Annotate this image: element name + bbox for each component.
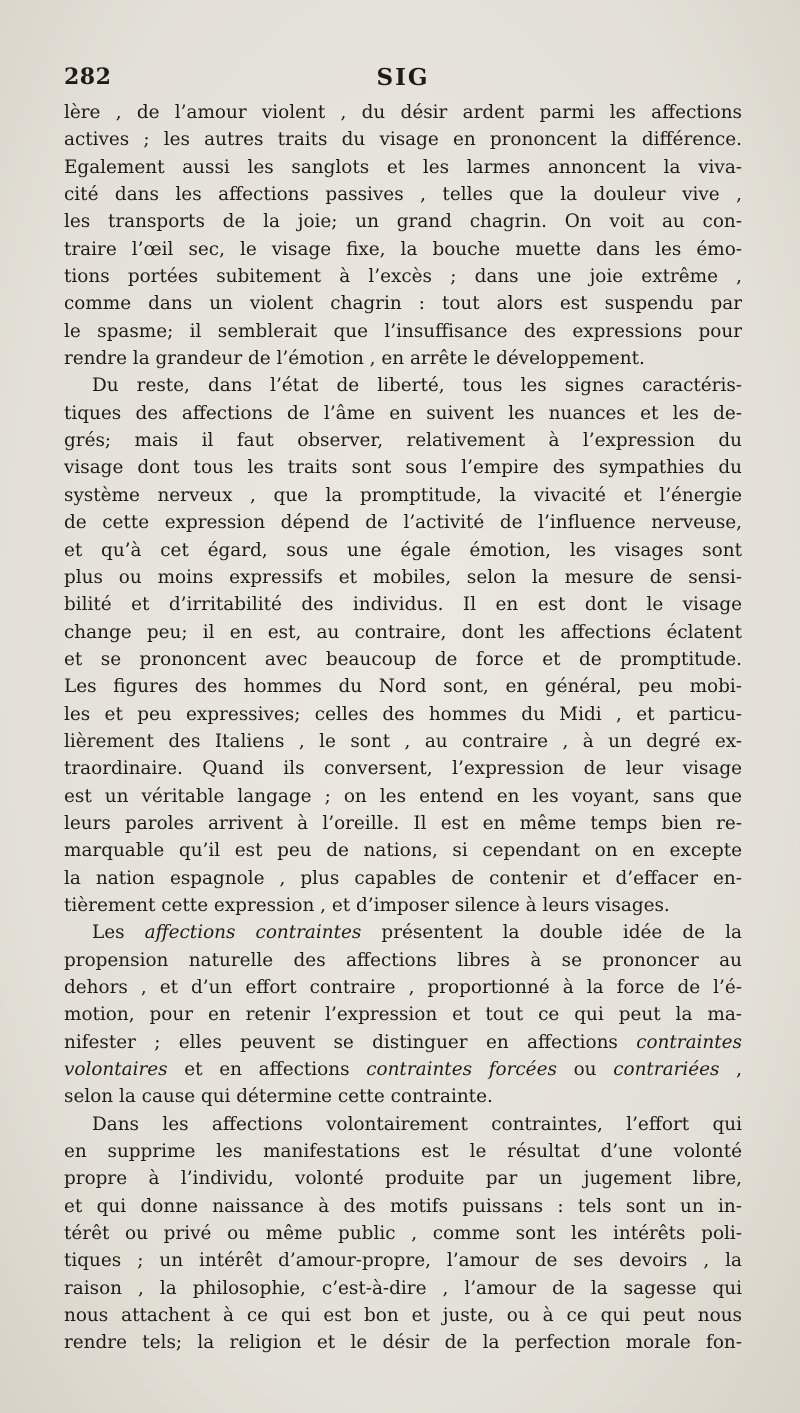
text-line: la nation espagnole , plus capables de contenir et d’effacer en- (64, 867, 742, 889)
text-line: motion, pour en retenir l’expression et tout ce qui peut la ma- (64, 1004, 742, 1026)
text-line (64, 1029, 742, 1056)
text-line: est un véritable langage ; on les entend en les voyant, sans que (64, 785, 742, 807)
text-line: tions portées subitement à l’excès ; dans une joie extrême , (64, 266, 742, 288)
text-run: nifester ; elles peuvent se distinguer en affections (64, 1031, 637, 1053)
text-line: traordinaire. Quand ils conversent, l’expression de leur visage (64, 758, 742, 780)
emphasized-term: volontaires (64, 1059, 168, 1081)
text-line: rendre la grandeur de l’émotion , en arrête le développement. (64, 348, 645, 370)
text-line: change peu; il en est, au contraire, dont les affections éclatent (64, 621, 742, 643)
text-line: actives ; les autres traits du visage en prononcent la différence. (64, 129, 742, 151)
text-line: système nerveux , que la promptitude, la vivacité et l’énergie (64, 484, 742, 506)
text-line: de cette expression dépend de l’activité de l’influence nerveuse, (64, 512, 742, 534)
page-number: 282 (64, 64, 112, 90)
text-line: lère , de l’amour violent , du désir ardent parmi les affections (64, 102, 742, 123)
text-line: selon la cause qui détermine cette contrainte. (64, 1086, 493, 1108)
paragraph-start-line: Dans les affections volontairement contraintes, l’effort qui (92, 1113, 742, 1135)
text-line: bilité et d’irritabilité des individus. Il en est dont le visage (64, 594, 742, 616)
paragraph-start-line (64, 919, 742, 946)
text-line: propre à l’individu, volonté produite par un jugement libre, (64, 1168, 742, 1190)
text-line: leurs paroles arrivent à l’oreille. Il est en même temps bien re- (64, 812, 742, 834)
text-run: ou (556, 1059, 614, 1081)
text-line: nous attachent à ce qui est bon et juste, ou à ce qui peut nous (64, 1305, 742, 1327)
text-line: rendre tels; la religion et le désir de la perfection morale fon- (64, 1332, 742, 1354)
text-line: tiques des affections de l’âme en suivent les nuances et les de- (64, 402, 742, 424)
text-line: Les figures des hommes du Nord sont, en général, peu mobi- (64, 676, 742, 698)
text-line: propension naturelle des affections libres à se prononcer au (64, 949, 742, 971)
text-line: cité dans les affections passives , telles que la douleur vive , (64, 184, 742, 206)
running-head: SIG (376, 64, 430, 91)
emphasized-term: affections contraintes (144, 922, 362, 944)
text-line: grés; mais il faut observer, relativement à l’expression du (64, 430, 742, 452)
emphasized-term: contraintes (636, 1031, 742, 1053)
page-header (64, 64, 742, 98)
text-line: traire l’œil sec, le visage fixe, la bouche muette dans les émo- (64, 238, 742, 260)
text-line: en supprime les manifestations est le résultat d’une volonté (64, 1141, 742, 1163)
paragraph-start-line: Du reste, dans l’état de liberté, tous les signes caractéris- (92, 375, 742, 397)
body-text (64, 99, 742, 1357)
text-line: le spasme; il semblerait que l’insuffisance des expressions pour (64, 320, 742, 342)
text-line: Egalement aussi les sanglots et les larmes annoncent la viva- (64, 156, 742, 178)
text-run: , (719, 1059, 742, 1081)
text-line: et qu’à cet égard, sous une égale émotion, les visages sont (64, 539, 742, 561)
text-line: raison , la philosophie, c’est-à-dire , l’amour de la sagesse qui (64, 1277, 742, 1299)
text-line: comme dans un violent chagrin : tout alors est suspendu par (64, 293, 742, 315)
text-line: et qui donne naissance à des motifs puissans : tels sont un in- (64, 1195, 742, 1217)
text-line: visage dont tous les traits sont sous l’empire des sympathies du (64, 457, 742, 479)
text-line: tiques ; un intérêt d’amour-propre, l’amour de ses devoirs , la (64, 1250, 742, 1272)
text-line: et se prononcent avec beaucoup de force et de promptitude. (64, 648, 742, 670)
text-line: dehors , et d’un effort contraire , proportionné à la force de l’é- (64, 977, 742, 998)
emphasized-term: contrariées (613, 1059, 720, 1081)
text-line: les transports de la joie; un grand chagrin. On voit au con- (64, 211, 742, 233)
text-line: lièrement des Italiens , le sont , au contraire , à un degré ex- (64, 730, 742, 752)
text-line (64, 1056, 742, 1083)
text-line: tièrement cette expression , et d’imposer silence à leurs visages. (64, 894, 670, 916)
emphasized-term: contraintes forcées (366, 1059, 557, 1081)
text-line: térêt ou privé ou même public , comme sont les intérêts poli- (64, 1223, 742, 1245)
text-line: marquable qu’il est peu de nations, si cependant on en excepte (64, 840, 742, 862)
text-run: présentent la double idée de la (361, 922, 742, 944)
text-run: Les (92, 922, 145, 944)
text-line: plus ou moins expressifs et mobiles, selon la mesure de sensi- (64, 566, 742, 588)
text-line: les et peu expressives; celles des hommes du Midi , et particu- (64, 703, 742, 725)
text-run: et en affections (167, 1059, 367, 1081)
